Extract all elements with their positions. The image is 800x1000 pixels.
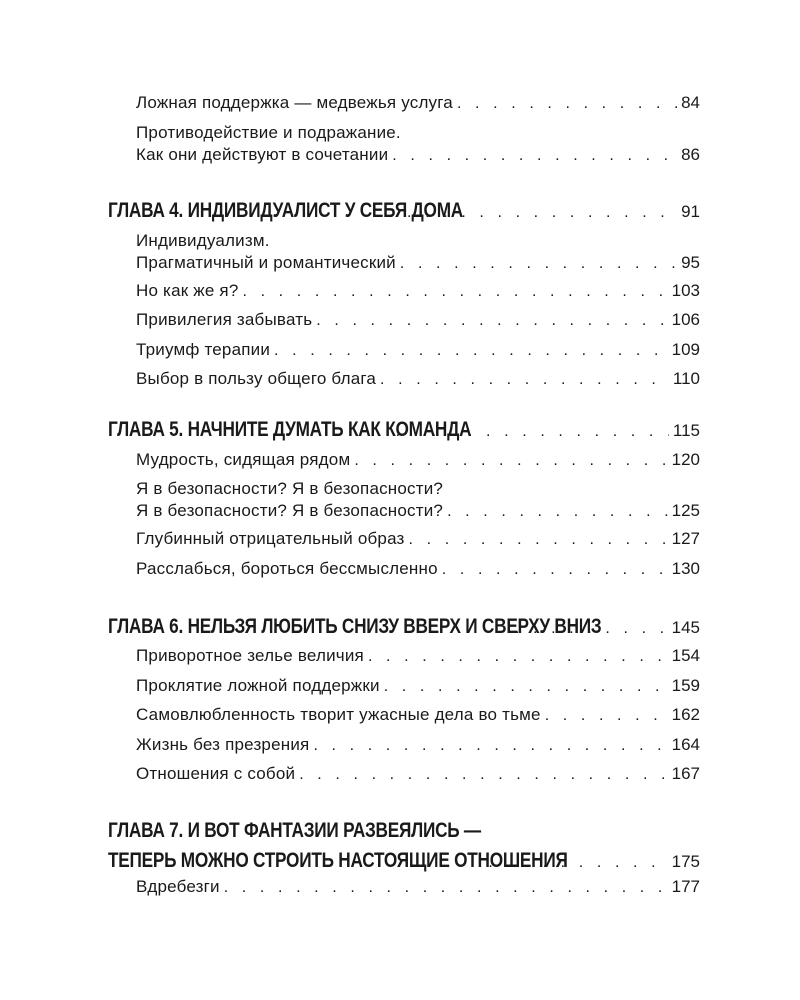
page-number: 84 — [681, 93, 700, 112]
toc-entry-title: Выбор в пользу общего блага — [136, 369, 377, 388]
dot-leader — [368, 646, 668, 668]
dot-leader — [224, 877, 668, 899]
toc-entry-title: Расслабься, бороться бессмысленно — [136, 559, 438, 578]
toc-entry-title: Индивидуализм. — [136, 231, 270, 250]
page-number: 106 — [671, 310, 700, 329]
toc-section-entry — [136, 645, 700, 668]
toc-section-entry — [136, 309, 700, 332]
dot-leader — [545, 705, 668, 727]
page-number: 91 — [681, 202, 700, 221]
page-number: 110 — [672, 369, 700, 388]
page-number: 95 — [681, 253, 700, 272]
toc-entry-title: Проклятие ложной поддержки — [136, 676, 380, 695]
toc-entry-title: Мудрость, сидящая рядом — [136, 450, 351, 469]
page-number: 120 — [671, 450, 700, 469]
page-number: 162 — [671, 705, 700, 724]
dot-leader — [392, 145, 677, 167]
page-number: 127 — [671, 529, 700, 548]
toc-section-entry — [136, 92, 700, 115]
toc-section-entry — [136, 368, 700, 391]
toc-section-entry — [136, 876, 700, 899]
toc-section-entry — [136, 528, 700, 551]
page-number: 159 — [671, 676, 700, 695]
toc-section-entry — [136, 558, 700, 581]
toc-chapter-entry — [108, 816, 700, 878]
toc-entry-title: Я в безопасности? Я в безопасности? — [136, 501, 444, 520]
page-number: 154 — [671, 646, 700, 665]
toc-section-entry — [136, 280, 700, 303]
toc-section-entry — [136, 339, 700, 362]
dot-leader — [384, 676, 668, 698]
toc-chapter-entry — [108, 612, 700, 644]
page-number: 130 — [671, 559, 700, 578]
page-number: 115 — [672, 421, 700, 440]
dot-leader — [409, 529, 668, 551]
toc-section-entry — [136, 230, 700, 275]
toc-section-entry — [136, 675, 700, 698]
toc-entry-title: Прагматичный и романтический — [136, 253, 396, 272]
page-number: 109 — [671, 340, 700, 359]
dot-leader — [400, 253, 677, 275]
page-number: 164 — [671, 735, 700, 754]
toc-entry-title: Самовлюбленность творит ужасные дела во тьме — [136, 705, 541, 724]
dot-leader — [380, 369, 669, 391]
toc-entry-title: Вдребезги — [136, 877, 220, 896]
toc-entry-title: Противодействие и подражание. — [136, 123, 401, 142]
toc-section-entry — [136, 734, 700, 757]
dot-leader — [447, 501, 668, 523]
page-number: 167 — [671, 764, 700, 783]
toc-section-entry — [136, 122, 700, 167]
dot-leader — [354, 450, 667, 472]
toc-section-entry — [136, 704, 700, 727]
toc-entry-title: Ложная поддержка — медвежья услуга — [136, 93, 453, 112]
toc-entry-title: ГЛАВА 4. ИНДИВИДУАЛИСТ У СЕБЯ ДОМА — [108, 199, 463, 222]
toc-chapter-entry — [108, 196, 700, 228]
toc-entry-title: Но как же я? — [136, 281, 239, 300]
toc-entry-title: Отношения с собой — [136, 764, 296, 783]
page-number: 177 — [671, 877, 700, 896]
toc-section-entry — [136, 763, 700, 786]
dot-leader — [457, 93, 677, 115]
toc-entry-title: ГЛАВА 5. НАЧНИТЕ ДУМАТЬ КАК КОМАНДА — [108, 418, 472, 441]
toc-entry-title: Жизнь без презрения — [136, 735, 310, 754]
page-number: 86 — [681, 145, 700, 164]
dot-leader — [316, 310, 667, 332]
dot-leader — [313, 735, 667, 757]
dot-leader — [442, 559, 668, 581]
toc-entry-title: Глубинный отрицательный образ — [136, 529, 405, 548]
toc-entry-title: Приворотное зелье величия — [136, 646, 364, 665]
toc-section-entry — [136, 449, 700, 472]
page-number: 125 — [671, 501, 700, 520]
toc-section-entry — [136, 478, 700, 523]
toc-entry-title: ГЛАВА 6. НЕЛЬЗЯ ЛЮБИТЬ СНИЗУ ВВЕРХ И СВЕРХУ ВНИЗ — [108, 615, 602, 638]
page-number: 175 — [671, 852, 700, 871]
dot-leader — [299, 764, 667, 786]
toc-entry-title: Привилегия забывать — [136, 310, 313, 329]
toc-entry-title: Триумф терапии — [136, 340, 271, 359]
page-number: 103 — [671, 281, 700, 300]
page-number: 145 — [671, 618, 700, 637]
dot-leader — [243, 281, 668, 303]
toc-entry-title: Я в безопасности? Я в безопасности? — [136, 479, 444, 498]
toc-entry-title: ГЛАВА 7. И ВОТ ФАНТАЗИИ РАЗВЕЯЛИСЬ — — [108, 819, 481, 842]
toc-chapter-entry — [108, 415, 700, 447]
dot-leader — [274, 340, 668, 362]
toc-entry-title: Как они действуют в сочетании — [136, 145, 389, 164]
toc-entry-title: ТЕПЕРЬ МОЖНО СТРОИТЬ НАСТОЯЩИЕ ОТНОШЕНИЯ — [108, 849, 568, 872]
